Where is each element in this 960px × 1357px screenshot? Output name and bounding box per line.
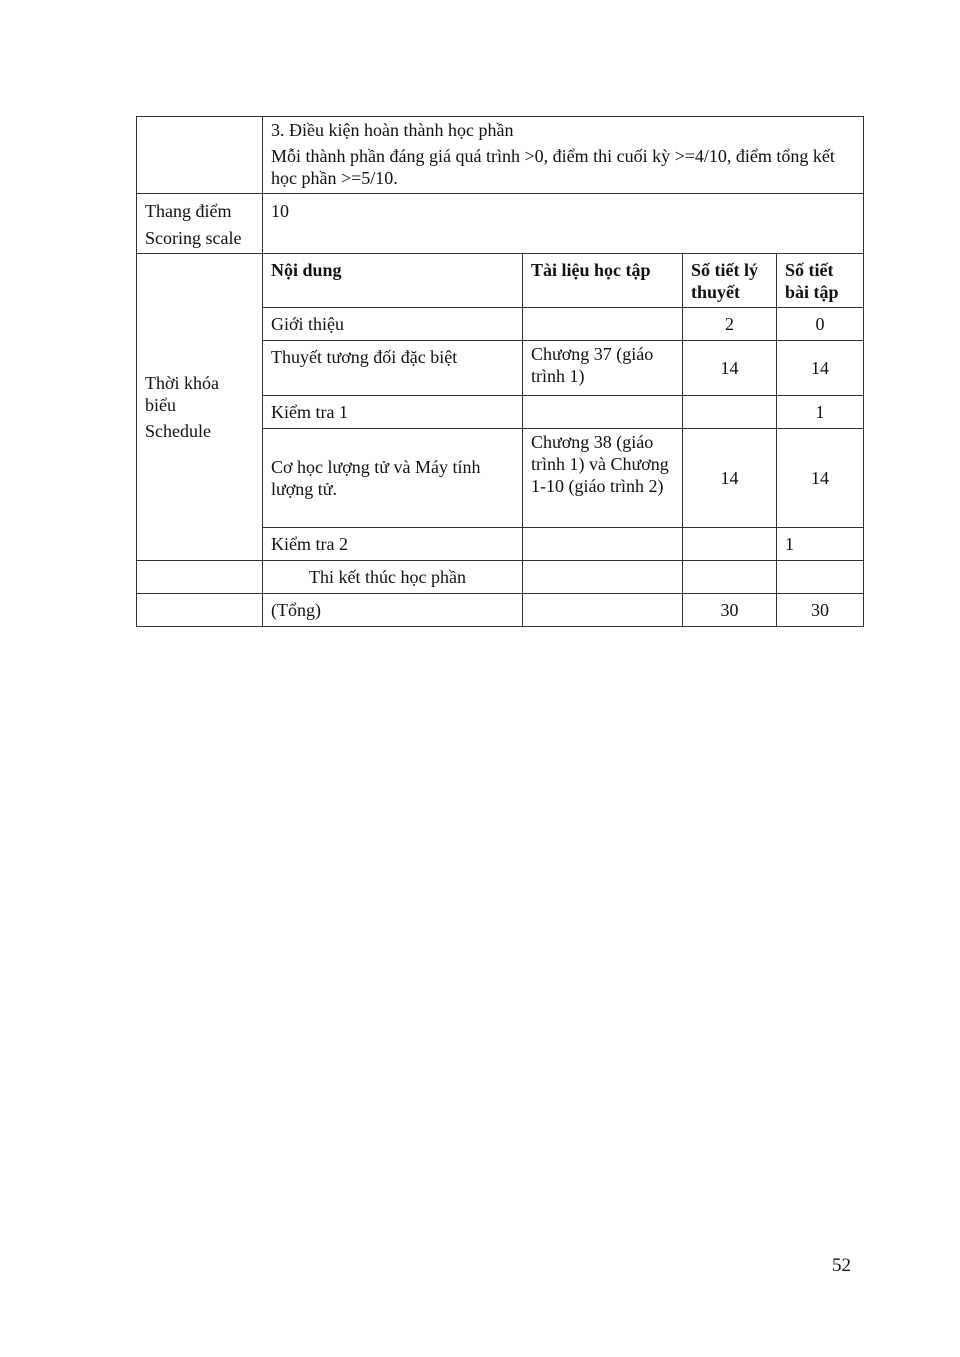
schedule-content: Kiểm tra 2 [263,528,523,561]
schedule-content: Cơ học lượng tử và Máy tính lượng tử. [263,429,523,528]
page-number: 52 [832,1255,851,1276]
schedule-theory: 2 [683,308,777,341]
final-exam-exercise [777,561,864,594]
scoring-row [137,194,864,254]
schedule-exercise: 14 [777,341,864,396]
total-label-cell [137,594,263,627]
scoring-value: 10 [263,194,864,254]
schedule-materials: Chương 38 (giáo trình 1) và Chương 1-10 (giáo trình 2) [523,429,683,528]
schedule-theory: 14 [683,341,777,396]
completion-row [137,117,864,194]
completion-cell [263,117,864,194]
completion-text: Mỗi thành phần đáng giá quá trình >0, điểm thi cuối kỳ >=4/10, điểm tổng kết học phần >=5/10. [271,146,835,188]
schedule-materials [523,308,683,341]
schedule-materials [523,528,683,561]
schedule-label-line1: Thời khóa [145,373,220,393]
header-exercise: Số tiết bài tập [777,254,864,308]
completion-label-cell [137,117,263,194]
final-exam-row [137,561,864,594]
schedule-label-en: Schedule [145,421,211,441]
total-row [137,594,864,627]
completion-heading: 3. Điều kiện hoàn thành học phần [271,120,514,140]
scoring-label-en: Scoring scale [145,228,242,248]
schedule-exercise: 14 [777,429,864,528]
schedule-exercise: 1 [777,528,864,561]
total-content: (Tổng) [263,594,523,627]
final-exam-content: Thi kết thúc học phần [263,561,523,594]
schedule-theory: 14 [683,429,777,528]
final-exam-theory [683,561,777,594]
schedule-exercise: 1 [777,396,864,429]
final-exam-label-cell [137,561,263,594]
course-info-table [136,116,864,627]
total-materials [523,594,683,627]
schedule-theory [683,396,777,429]
total-exercise: 30 [777,594,864,627]
schedule-header-row [137,254,864,308]
schedule-label-cell [137,254,263,561]
schedule-content: Kiểm tra 1 [263,396,523,429]
schedule-content: Thuyết tương đối đặc biệt [263,341,523,396]
schedule-materials: Chương 37 (giáo trình 1) [523,341,683,396]
total-theory: 30 [683,594,777,627]
schedule-content: Giới thiệu [263,308,523,341]
header-materials: Tài liệu học tập [523,254,683,308]
final-exam-materials [523,561,683,594]
schedule-exercise: 0 [777,308,864,341]
scoring-label-vi: Thang điểm [145,201,232,221]
schedule-theory [683,528,777,561]
header-theory: Số tiết lý thuyết [683,254,777,308]
schedule-label-line2: biểu [145,395,176,415]
scoring-label-cell [137,194,263,254]
header-content: Nội dung [263,254,523,308]
schedule-materials [523,396,683,429]
